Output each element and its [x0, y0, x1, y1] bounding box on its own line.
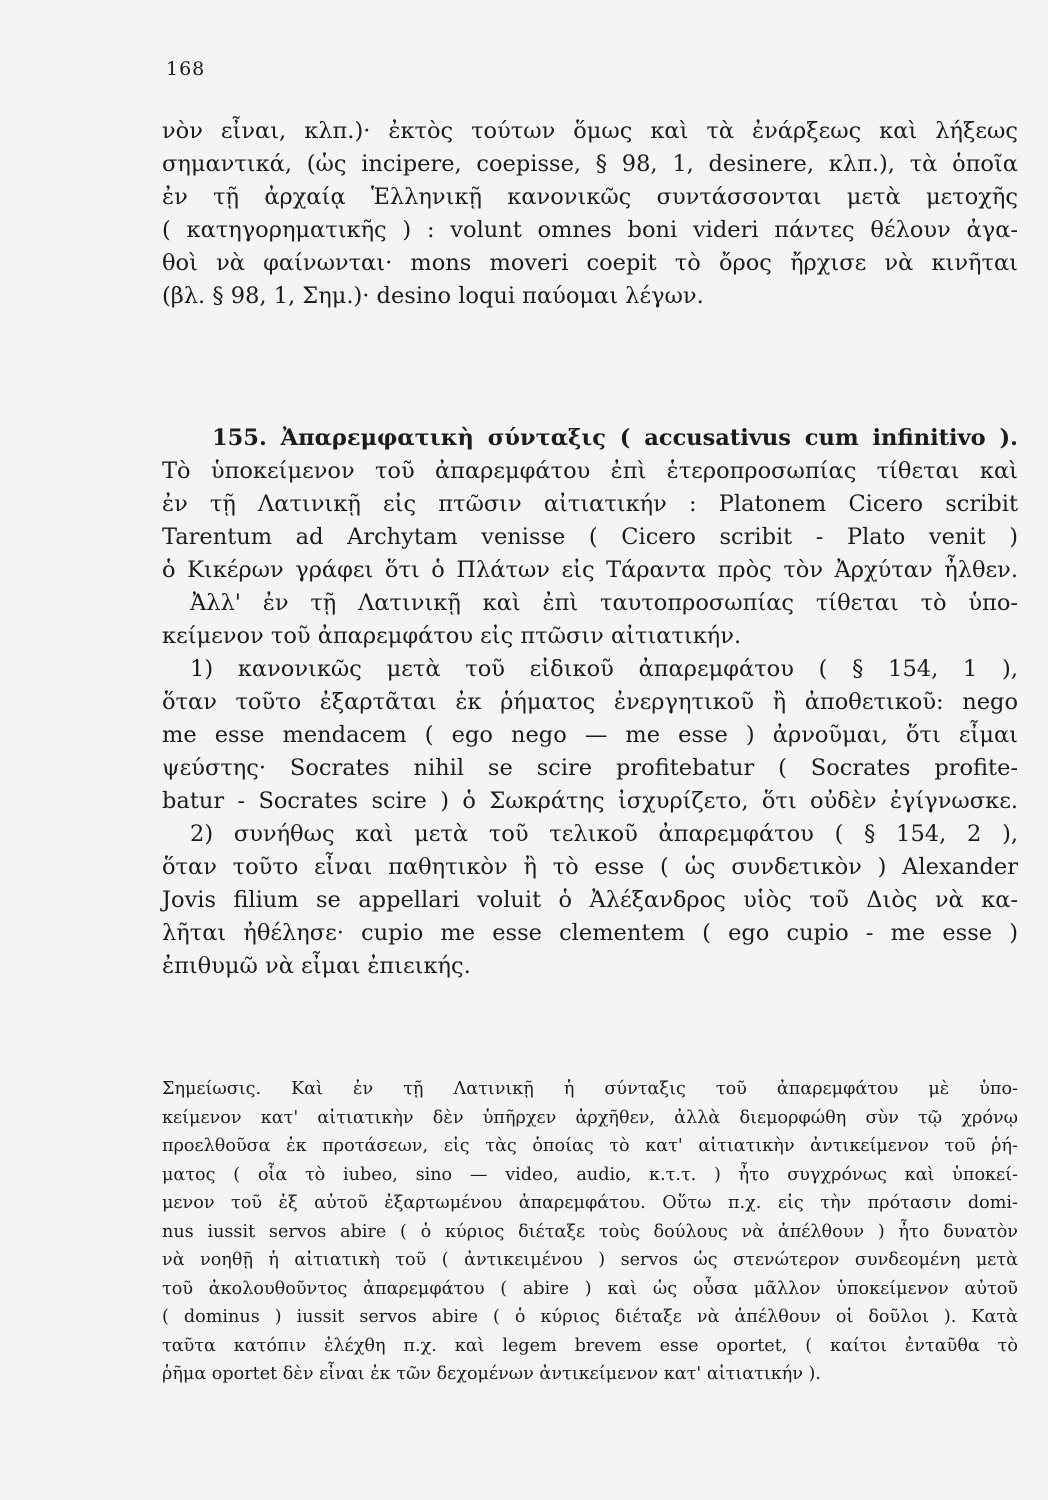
note-line: ματος ( οἷα τὸ iubeo, sino — video, audio, κ.τ.τ. ) ἦτο συγχρόνως καὶ ὑποκεί- — [162, 1164, 1018, 1185]
text-line: Jovis filium se appellari voluit ὁ Ἀλέξανδρος υἱὸς τοῦ Διὸς νὰ κα- — [162, 887, 1018, 913]
text-line: λῆται ἠθέλησε· cupio me esse clementem ( ego cupio - me esse ) — [162, 920, 1018, 946]
note-line: ῥῆμα oportet δὲν εἶναι ἐκ τῶν δεχομένων ἀντικείμενον κατ' αἰτιατικήν ). — [162, 1364, 822, 1384]
text-line: ὅταν τοῦτο εἶναι παθητικὸν ἢ τὸ esse ( ὡς συνδετικὸν ) Alexander — [162, 854, 1018, 880]
text-line: νὸν εἶναι, κλπ.)· ἐκτὸς τούτων ὅμως καὶ τὰ ἐνάρξεως καὶ λήξεως — [162, 118, 1018, 144]
text-line: ἐν τῇ Λατινικῇ εἰς πτῶσιν αἰτιατικήν : Platonem Cicero scribit — [162, 491, 1018, 517]
text-line: batur - Socrates scire ) ὁ Σωκράτης ἰσχυρίζετο, ὅτι οὐδὲν ἐγίγνωσκε. — [162, 788, 1018, 814]
note-line: μενον τοῦ ἐξ αὐτοῦ ἐξαρτωμένου ἀπαρεμφάτου. Οὕτω π.χ. εἰς τὴν πρότασιν domi- — [162, 1193, 1018, 1213]
text-line: Τὸ ὑποκείμενον τοῦ ἀπαρεμφάτου ἐπὶ ἑτεροπροσωπίας τίθεται καὶ — [162, 458, 1018, 484]
text-line: ψεύστης· Socrates nihil se scire profitebatur ( Socrates profite- — [162, 755, 1018, 781]
text-line: 1) κανονικῶς μετὰ τοῦ εἰδικοῦ ἀπαρεμφάτου ( § 154, 1 ), — [190, 656, 1018, 682]
note-line: κείμενον κατ' αἰτιατικὴν δὲν ὑπῆρχεν ἀρχῆθεν, ἀλλὰ διεμορφώθη σὺν τῷ χρόνῳ — [162, 1107, 1018, 1128]
page-number: 168 — [166, 58, 206, 80]
text-line: Tarentum ad Archytam venisse ( Cicero scribit - Plato venit ) — [162, 524, 1018, 550]
text-line: me esse mendacem ( ego nego — me esse ) ἀρνοῦμαι, ὅτι εἶμαι — [162, 722, 1018, 748]
note-line: προελθοῦσα ἐκ προτάσεων, εἰς τὰς ὁποίας τὸ κατ' αἰτιατικὴν ἀντικείμενον τοῦ ῥή- — [162, 1136, 1018, 1156]
text-line: ἐπιθυμῶ νὰ εἶμαι ἐπιεικής. — [162, 953, 471, 979]
text-line: ( κατηγορηματικῆς ) : volunt omnes boni videri πάντες θέλουν ἀγα- — [162, 217, 1018, 243]
text-line: ἐν τῇ ἀρχαίᾳ Ἑλληνικῇ κανονικῶς συντάσσονται μετὰ μετοχῆς — [162, 184, 1018, 210]
note-line: τοῦ ἀκολουθοῦντος ἀπαρεμφάτου ( abire ) καὶ ὡς οὖσα μᾶλλον ὑποκείμενον αὐτοῦ — [162, 1278, 1018, 1299]
text-line: 2) συνήθως καὶ μετὰ τοῦ τελικοῦ ἀπαρεμφάτου ( § 154, 2 ), — [190, 821, 1018, 847]
text-line: κείμενον τοῦ ἀπαρεμφάτου εἰς πτῶσιν αἰτιατικήν. — [162, 623, 742, 649]
text-line: ὁ Κικέρων γράφει ὅτι ὁ Πλάτων εἰς Τάραντα πρὸς τὸν Ἀρχύταν ἦλθεν. — [162, 557, 1018, 583]
note-line: νὰ νοηθῇ ἡ αἰτιατικὴ τοῦ ( ἀντικειμένου ) servos ὡς στενώτερον συνδεομένη μετὰ — [162, 1250, 1018, 1270]
note-line: ταῦτα κατόπιν ἐλέχθη π.χ. καὶ legem brevem esse oportet, ( καίτοι ἐνταῦθα τὸ — [162, 1335, 1018, 1356]
note-line: nus iussit servos abire ( ὁ κύριος διέταξε τοὺς δούλους νὰ ἀπέλθουν ) ἦτο δυνατὸν — [162, 1221, 1018, 1242]
top-paragraph — [162, 115, 1018, 313]
text-line: σημαντικά, (ὡς incipere, coepisse, § 98, 1, desinere, κλπ.), τὰ ὁποῖα — [162, 151, 1018, 177]
section-155 — [162, 422, 1018, 983]
text-line: θοὶ νὰ φαίνωνται· mons moveri coepit τὸ ὄρος ἤρχισε νὰ κινῆται — [162, 250, 1018, 276]
section-heading: 155. Ἀπαρεμφατικὴ σύνταξις ( accusativus cum infinitivo ). — [212, 425, 1018, 451]
note-line: Σημείωσις. Καὶ ἐν τῇ Λατινικῇ ἡ σύνταξις τοῦ ἀπαρεμφάτου μὲ ὑπο- — [162, 1079, 1018, 1099]
note-line: ( dominus ) iussit servos abire ( ὁ κύριος διέταξε νὰ ἀπέλθουν οἱ δοῦλοι ). Κατὰ — [162, 1307, 1018, 1327]
text-line: Ἀλλ' ἐν τῇ Λατινικῇ καὶ ἐπὶ ταυτοπροσωπίας τίθεται τὸ ὑπο- — [190, 590, 1018, 616]
text-line: (βλ. § 98, 1, Σημ.)· desino loqui παύομαι λέγων. — [162, 283, 704, 309]
note-paragraph — [162, 1075, 1018, 1389]
text-line: ὅταν τοῦτο ἐξαρτᾶται ἐκ ῥήματος ἐνεργητικοῦ ἢ ἀποθετικοῦ: nego — [162, 689, 1018, 715]
